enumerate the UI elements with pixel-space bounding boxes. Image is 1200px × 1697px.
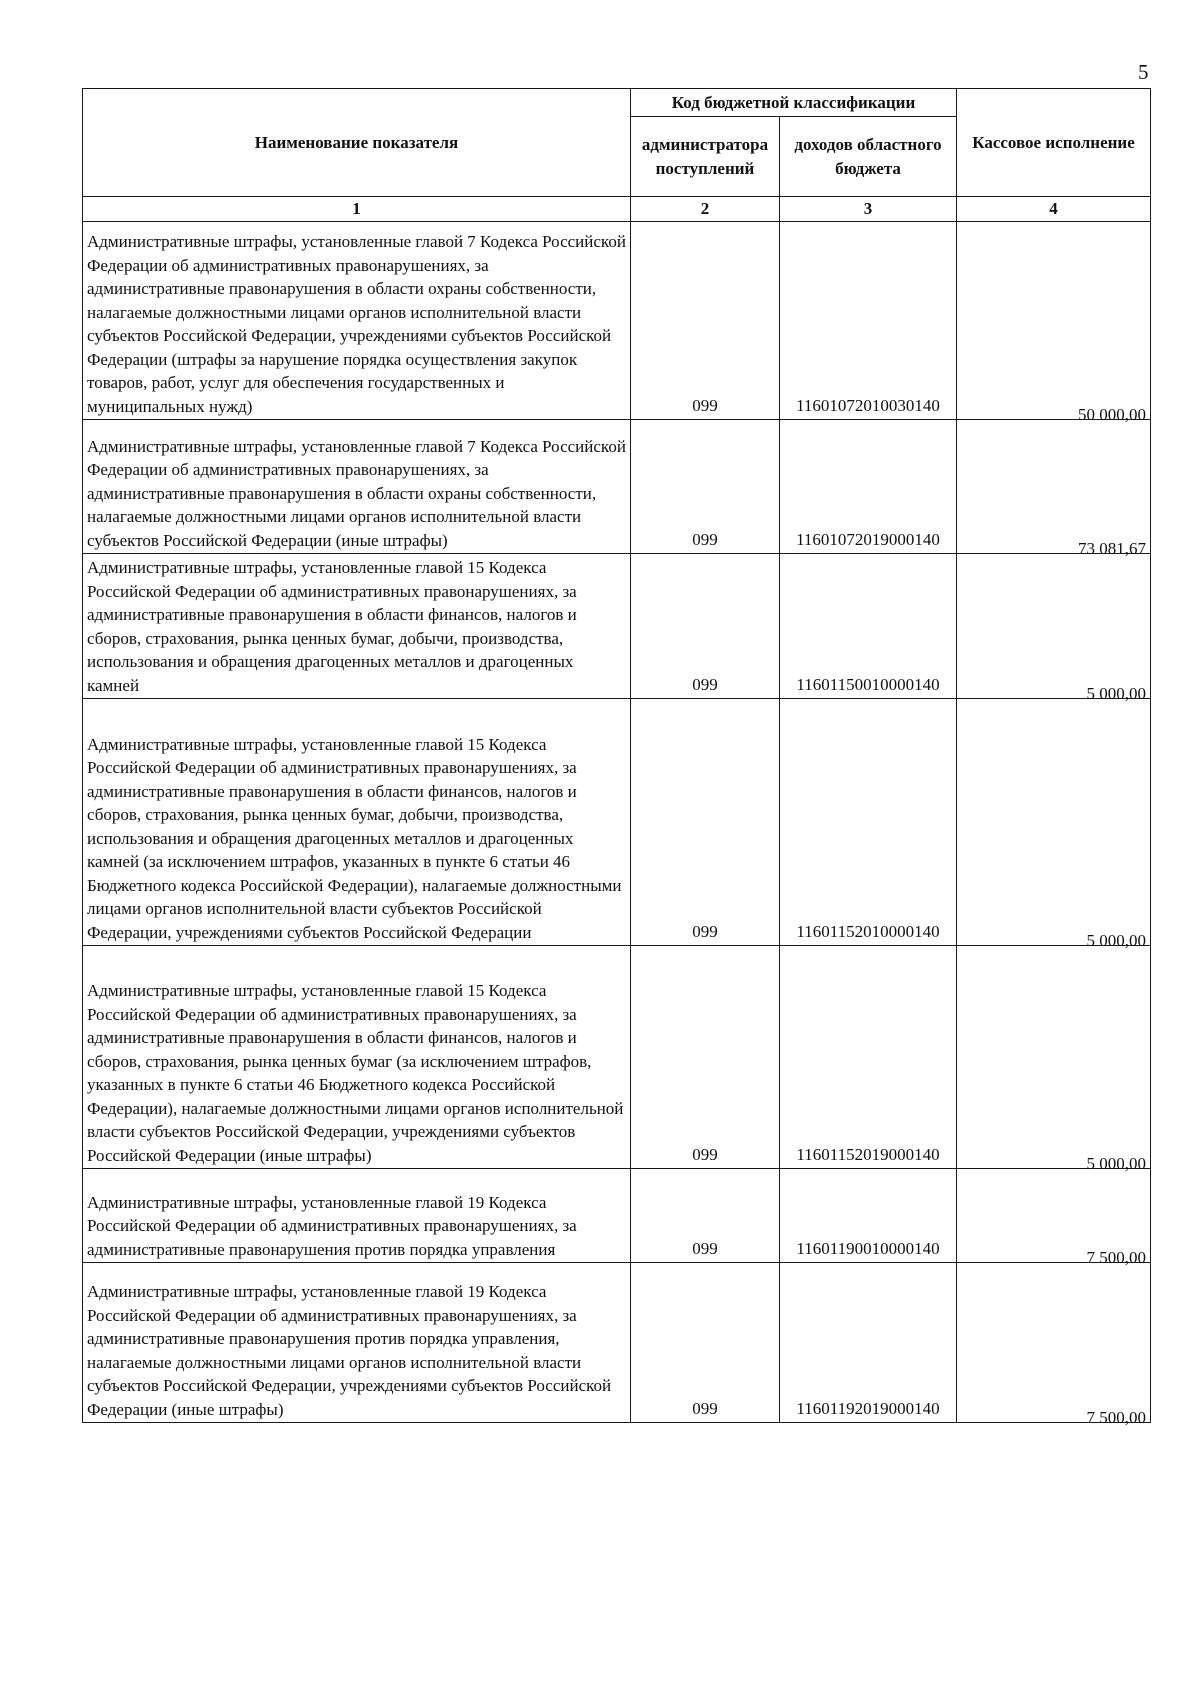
table-row	[83, 699, 1151, 946]
column-number-2: 2	[631, 197, 780, 222]
amount: 5 000,00	[1086, 1154, 1146, 1173]
indicator-name: Административные штрафы, установленные главой 15 Кодекса Российской Федерации об административных правонарушениях, за административные правонарушения в области финансов, налогов и сборов, страхования, рынка ценных бумаг, добычи, производства, использования и обращения драгоценных металлов и драгоценных камней	[83, 554, 631, 699]
header-admin: администратора поступлений	[631, 117, 780, 197]
table-row	[83, 1263, 1151, 1423]
header-income-code: доходов областного бюджета	[780, 117, 957, 197]
amount: 73 081,67	[1078, 539, 1146, 558]
income-code: 11601152019000140	[780, 946, 957, 1169]
admin-code: 099	[631, 554, 780, 699]
income-code: 11601150010000140	[780, 554, 957, 699]
budget-table	[82, 88, 1151, 1427]
admin-code: 099	[631, 1169, 780, 1263]
header-amount: Кассовое исполнение	[957, 89, 1151, 197]
income-code: 11601072010030140	[780, 222, 957, 420]
income-code: 11601072019000140	[780, 420, 957, 554]
admin-code: 099	[631, 222, 780, 420]
header-name: Наименование показателя	[83, 89, 631, 197]
indicator-name: Административные штрафы, установленные главой 19 Кодекса Российской Федерации об административных правонарушениях, за административные правонарушения против порядка управления, налагаемые должностными лицами органов исполнительной власти субъектов Российской Федерации, учреждениями субъектов Российской Федерации (иные штрафы)	[83, 1263, 631, 1423]
column-number-1: 1	[83, 197, 631, 222]
admin-code: 099	[631, 1263, 780, 1423]
amount: 7 500,00	[1086, 1248, 1146, 1267]
income-code: 11601192019000140	[780, 1263, 957, 1423]
admin-code: 099	[631, 420, 780, 554]
indicator-name: Административные штрафы, установленные главой 19 Кодекса Российской Федерации об административных правонарушениях, за административные правонарушения против порядка управления	[83, 1169, 631, 1263]
table-row	[83, 946, 1151, 1169]
amount: 5 000,00	[1086, 931, 1146, 950]
admin-code: 099	[631, 699, 780, 946]
column-number-3: 3	[780, 197, 957, 222]
indicator-name: Административные штрафы, установленные главой 7 Кодекса Российской Федерации об административных правонарушениях, за административные правонарушения в области охраны собственности, налагаемые должностными лицами органов исполнительной власти субъектов Российской Федерации (иные штрафы)	[83, 420, 631, 554]
indicator-name: Административные штрафы, установленные главой 7 Кодекса Российской Федерации об административных правонарушениях, за административные правонарушения в области охраны собственности, налагаемые должностными лицами органов исполнительной власти субъектов Российской Федерации, учреждениями субъектов Российской Федерации (штрафы за нарушение порядка осуществления закупок товаров, работ, услуг для обеспечения государственных и муниципальных нужд)	[83, 222, 631, 420]
indicator-name: Административные штрафы, установленные главой 15 Кодекса Российской Федерации об административных правонарушениях, за административные правонарушения в области финансов, налогов и сборов, страхования, рынка ценных бумаг, добычи, производства, использования и обращения драгоценных металлов и драгоценных камней (за исключением штрафов, указанных в пункте 6 статьи 46 Бюджетного кодекса Российской Федерации), налагаемые должностными лицами органов исполнительной власти субъектов Российской Федерации, учреждениями субъектов Российской Федерации	[83, 699, 631, 946]
table-row	[83, 222, 1151, 420]
page-number: 5	[1138, 60, 1149, 84]
amount: 50 000,00	[1078, 405, 1146, 424]
table-row	[83, 420, 1151, 554]
income-code: 11601152010000140	[780, 699, 957, 946]
table-row	[83, 1169, 1151, 1263]
income-code: 11601190010000140	[780, 1169, 957, 1263]
column-number-4: 4	[957, 197, 1151, 222]
amount: 5 000,00	[1086, 684, 1146, 703]
amount: 7 500,00	[1086, 1408, 1146, 1427]
table-row	[83, 554, 1151, 699]
indicator-name: Административные штрафы, установленные главой 15 Кодекса Российской Федерации об административных правонарушениях, за административные правонарушения в области финансов, налогов и сборов, страхования, рынка ценных бумаг (за исключением штрафов, указанных в пункте 6 статьи 46 Бюджетного кодекса Российской Федерации), налагаемые должностными лицами органов исполнительной власти субъектов Российской Федерации, учреждениями субъектов Российской Федерации (иные штрафы)	[83, 946, 631, 1169]
header-budget-code-group: Код бюджетной классификации	[631, 89, 957, 117]
admin-code: 099	[631, 946, 780, 1169]
